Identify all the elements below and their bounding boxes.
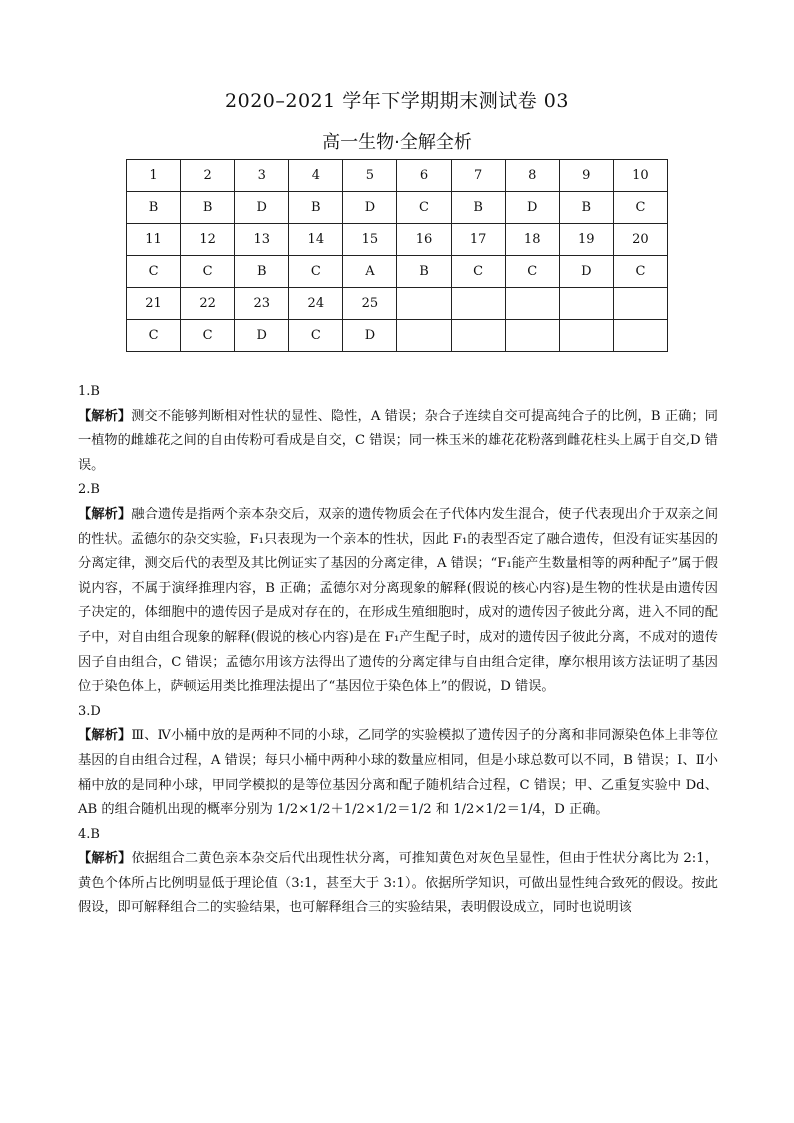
answer-cell: B xyxy=(235,256,289,288)
question-number-cell: 16 xyxy=(397,224,451,256)
question-number: 1.B xyxy=(78,384,100,399)
question-number-cell xyxy=(451,288,505,320)
question-number-cell: 10 xyxy=(613,160,667,192)
answer-cell: B xyxy=(127,192,181,224)
answer-cell: B xyxy=(181,192,235,224)
question-explanation xyxy=(78,847,718,921)
question-number-cell: 18 xyxy=(505,224,559,256)
answer-cell: A xyxy=(343,256,397,288)
question-number-cell: 2 xyxy=(181,160,235,192)
question-number-cell: 14 xyxy=(289,224,343,256)
explanation-text: 融合遗传是指两个亲本杂交后，双亲的遗传物质会在子代体内发生混合，使子代表现出介于双亲之间的性状。孟德尔的杂交实验，F₁只表现为一个亲本的性状，因此 F₁的表型否定了融合遗传，但没有证实基因的分离定律，测交后代的表型及其比例证实了基因的分离定律，A 错误；“F₁能产生数量相等的两种配子”属于假说内容，不属于演绎推理内容，B 正确；孟德尔对分离现象的解释(假说的核心内容)是生物的性状是由遗传因子决定的，体细胞中的遗传因子是成对存在的，在形成生殖细胞时，成对的遗传因子彼此分离，进入不同的配子中，对自由组合现象的解释(假说的核心内容)是在 F₁产生配子时，成对的遗传因子彼此分离，不成对的遗传因子自由组合，C 错误；孟德尔用该方法得出了遗传的分离定律与自由组合定律，摩尔根用该方法证明了基因位于染色体上，萨顿运用类比推理法提出了“基因位于染色体上”的假说，D 错误。 xyxy=(78,506,719,695)
answer-cell: C xyxy=(181,256,235,288)
answer-cell xyxy=(397,320,451,352)
answer-cell xyxy=(613,320,667,352)
question-number-cell: 20 xyxy=(613,224,667,256)
answer-cell: C xyxy=(613,192,667,224)
question-number-cell: 19 xyxy=(559,224,613,256)
answer-cell: D xyxy=(235,192,289,224)
answer-cell: D xyxy=(505,192,559,224)
question-number-row xyxy=(127,160,668,192)
answer-row xyxy=(127,192,668,224)
answer-cell: C xyxy=(289,256,343,288)
question-number: 2.B xyxy=(78,482,100,498)
answer-cell: C xyxy=(613,256,667,288)
answer-cell xyxy=(505,320,559,352)
question-number-cell: 1 xyxy=(127,160,181,192)
answer-row xyxy=(127,320,668,352)
explanation-label: 【解析】 xyxy=(78,408,132,424)
explanation-text: Ⅲ、Ⅳ小桶中放的是两种不同的小球，乙同学的实验模拟了遗传因子的分离和非同源染色体上非等位基因的自由组合过程，A 错误；每只小桶中两种小球的数量应相同，但是小球总数可以不同，B 错误；Ⅰ、Ⅱ小桶中放的是同种小球，甲同学模拟的是等位基因分离和配子随机结合过程，C 错误；甲、乙重复实验中 Dd、AB 的组合随机出现的概率分别为 1/2×1/2＋1/2×1/2＝1/2 和 1/2×1/2＝1/4，D 正确。 xyxy=(78,728,719,818)
question-number: 3.D xyxy=(78,703,101,719)
answer-cell: B xyxy=(397,256,451,288)
explanation-text: 测交不能够判断相对性状的显性、隐性，A 错误；杂合子连续自交可提高纯合子的比例，B 正确；同一植物的雌雄花之间的自由传粉可看成是自交，C 错误；同一株玉米的雄花花粉落到雌花柱头上属于自交,D 错误。 xyxy=(78,408,718,473)
answer-cell xyxy=(451,320,505,352)
page-title: 2020–2021 学年下学期期末测试卷 03 xyxy=(225,90,569,112)
answer-cell: C xyxy=(181,320,235,352)
question-number-cell: 21 xyxy=(127,288,181,320)
question-explanation xyxy=(78,503,718,700)
answer-cell xyxy=(559,320,613,352)
answer-cell: D xyxy=(343,320,397,352)
explanation-label: 【解析】 xyxy=(78,506,132,522)
question-number-row xyxy=(127,288,668,320)
question-number-cell xyxy=(397,288,451,320)
answer-table xyxy=(126,159,668,352)
answer-cell: C xyxy=(451,256,505,288)
question-number-row xyxy=(127,224,668,256)
answer-cell: C xyxy=(397,192,451,224)
answer-cell: B xyxy=(451,192,505,224)
answer-cell: C xyxy=(289,320,343,352)
explanations xyxy=(78,380,718,921)
question-number-cell xyxy=(505,288,559,320)
answer-cell: C xyxy=(505,256,559,288)
answer-cell: D xyxy=(235,320,289,352)
question-number-cell: 13 xyxy=(235,224,289,256)
explanation-label: 【解析】 xyxy=(78,728,132,744)
answer-cell: C xyxy=(127,256,181,288)
question-number-cell: 25 xyxy=(343,288,397,320)
question-number-cell: 11 xyxy=(127,224,181,256)
question-number-cell: 15 xyxy=(343,224,397,256)
question-number: 4.B xyxy=(78,826,100,842)
answer-cell: D xyxy=(343,192,397,224)
answer-cell: B xyxy=(289,192,343,224)
question-number-cell: 24 xyxy=(289,288,343,320)
question-number-cell: 17 xyxy=(451,224,505,256)
explanation-text: 依据组合二黄色亲本杂交后代出现性状分离，可推知黄色对灰色呈显性，但由于性状分离比为 2:1，黄色个体所占比例明显低于理论值（3:1，甚至大于 3:1）。依据所学知识，可做出显性纯合致死的假设。按此假设，即可解释组合二的实验结果，也可解释组合三的实验结果，表明假设成立，同时也说明该 xyxy=(78,851,719,916)
answer-row xyxy=(127,256,668,288)
question-number-cell: 8 xyxy=(505,160,559,192)
question-number-cell: 6 xyxy=(397,160,451,192)
explanation-label: 【解析】 xyxy=(78,851,132,867)
question-number-cell: 22 xyxy=(181,288,235,320)
question-explanation xyxy=(78,405,718,479)
answer-cell: C xyxy=(127,320,181,352)
answer-cell: B xyxy=(559,192,613,224)
question-number-cell: 23 xyxy=(235,288,289,320)
question-number-cell: 5 xyxy=(343,160,397,192)
question-number-cell: 9 xyxy=(559,160,613,192)
question-number-cell xyxy=(559,288,613,320)
question-number-cell: 12 xyxy=(181,224,235,256)
question-number-cell: 4 xyxy=(289,160,343,192)
page-subtitle: 高一生物·全解全析 xyxy=(322,132,472,153)
answer-cell: D xyxy=(559,256,613,288)
question-number-cell: 7 xyxy=(451,160,505,192)
question-explanation xyxy=(78,724,718,822)
question-number-cell: 3 xyxy=(235,160,289,192)
question-number-cell xyxy=(613,288,667,320)
